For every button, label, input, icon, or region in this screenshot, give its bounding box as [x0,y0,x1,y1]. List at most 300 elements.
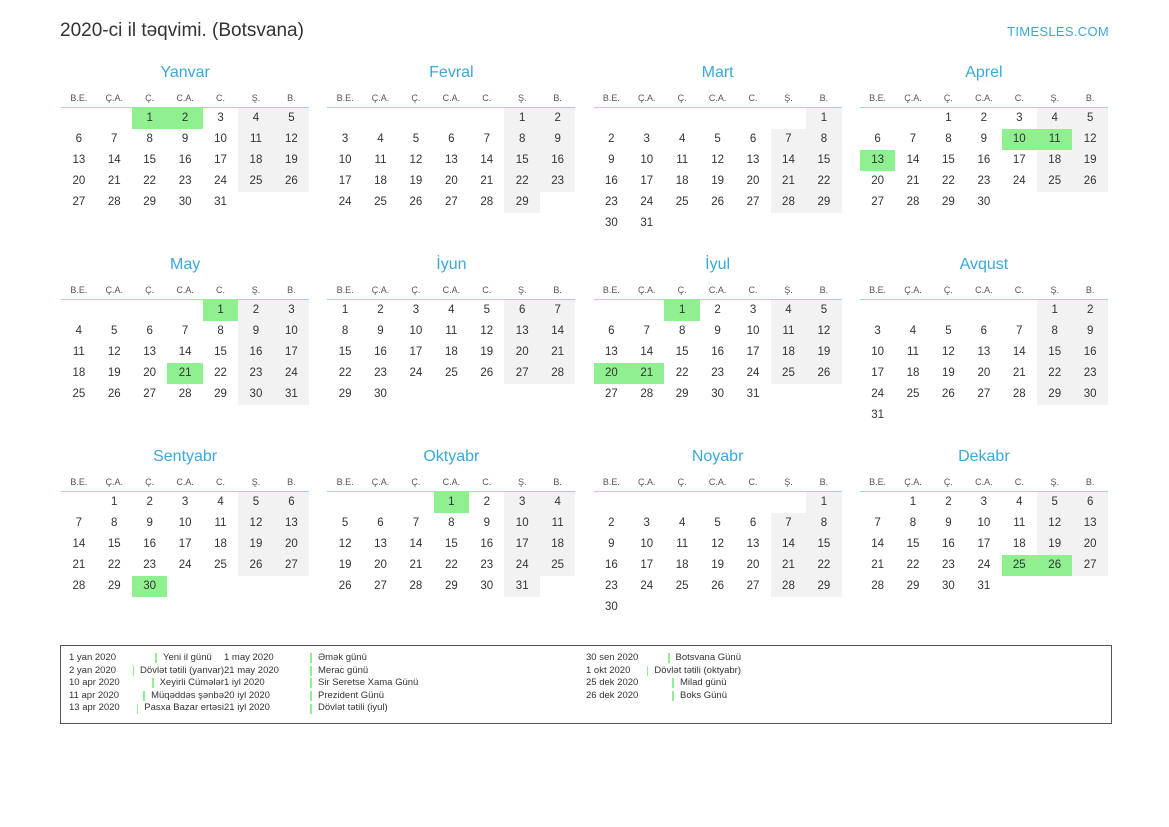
day-cell[interactable]: 9 [608,154,615,166]
day-cell[interactable]: 28 [871,580,884,592]
day-cell[interactable]: 5 [1072,108,1107,130]
day-cell[interactable]: 18 [374,175,387,187]
day-cell[interactable]: 29 [906,580,920,592]
day-cell[interactable]: 29 [338,388,352,400]
day-cell[interactable]: 30 [374,388,387,400]
day-cell[interactable]: 6 [749,133,757,145]
day-cell[interactable]: 19 [480,346,494,358]
day-cell[interactable]: 12 [238,513,273,534]
day-cell[interactable]: 13 [746,154,760,166]
day-cell[interactable]: 27 [871,196,884,208]
day-cell[interactable]: 15 [942,154,955,166]
day-cell[interactable]: 13 [604,346,618,358]
day-cell[interactable]: 4 [1016,496,1023,508]
day-cell[interactable]: 29 [675,388,689,400]
day-cell[interactable]: 21 [771,171,806,192]
day-cell[interactable]: 19 [806,342,841,363]
day-cell[interactable]: 1 [132,108,167,130]
day-cell[interactable]: 26 [338,580,352,592]
day-cell[interactable]: 20 [444,175,458,187]
day-cell[interactable]: 28 [540,363,575,384]
day-cell[interactable]: 9 [483,517,490,529]
day-cell[interactable]: 18 [675,175,689,187]
day-cell[interactable]: 2 [167,108,202,130]
day-cell[interactable]: 21 [1012,367,1026,379]
day-cell[interactable]: 16 [711,346,724,358]
day-cell[interactable]: 1 [806,108,841,130]
day-cell[interactable]: 10 [640,154,654,166]
day-cell[interactable]: 31 [977,580,991,592]
day-cell[interactable]: 20 [274,534,309,555]
day-cell[interactable]: 10 [274,321,309,342]
day-cell[interactable]: 1 [504,108,539,130]
day-cell[interactable]: 19 [1037,534,1072,555]
day-cell[interactable]: 10 [640,538,654,550]
day-cell[interactable]: 5 [945,325,952,337]
day-cell[interactable]: 4 [238,108,273,130]
day-cell[interactable]: 22 [338,367,352,379]
day-cell[interactable]: 27 [374,580,387,592]
day-cell[interactable]: 12 [711,538,724,550]
day-cell[interactable]: 19 [711,559,724,571]
day-cell[interactable]: 14 [1012,346,1026,358]
day-cell[interactable]: 8 [806,129,841,150]
day-cell[interactable]: 7 [483,133,490,145]
day-cell[interactable]: 31 [214,196,227,208]
day-cell[interactable]: 18 [444,346,458,358]
day-cell[interactable]: 17 [178,538,192,550]
day-cell[interactable]: 16 [604,559,618,571]
day-cell[interactable]: 30 [238,384,273,405]
day-cell[interactable]: 29 [1037,384,1072,405]
day-cell[interactable]: 2 [377,304,384,316]
day-cell[interactable]: 26 [409,196,423,208]
day-cell[interactable]: 28 [107,196,121,208]
day-cell[interactable]: 19 [274,150,309,171]
day-cell[interactable]: 25 [214,559,227,571]
day-cell[interactable]: 28 [771,192,806,213]
day-cell[interactable]: 18 [1012,538,1026,550]
day-cell[interactable]: 1 [945,112,952,124]
day-cell[interactable]: 23 [178,175,192,187]
day-cell[interactable]: 18 [771,342,806,363]
day-cell[interactable]: 18 [238,150,273,171]
day-cell[interactable]: 7 [540,300,575,322]
day-cell[interactable]: 2 [980,112,988,124]
day-cell[interactable]: 25 [72,388,86,400]
day-cell[interactable]: 22 [942,175,955,187]
day-cell[interactable]: 31 [871,409,884,421]
day-cell[interactable]: 16 [143,538,157,550]
day-cell[interactable]: 11 [676,538,689,550]
day-cell[interactable]: 22 [1037,363,1072,384]
day-cell[interactable]: 13 [444,154,458,166]
day-cell[interactable]: 16 [977,154,991,166]
day-cell[interactable]: 16 [942,538,955,550]
day-cell[interactable]: 1 [909,496,917,508]
day-cell[interactable]: 5 [274,108,309,130]
day-cell[interactable]: 29 [444,580,458,592]
day-cell[interactable]: 5 [111,325,118,337]
day-cell[interactable]: 24 [178,559,192,571]
day-cell[interactable]: 4 [771,300,806,322]
day-cell[interactable]: 26 [942,388,955,400]
day-cell[interactable]: 22 [504,171,539,192]
day-cell[interactable]: 31 [274,384,309,405]
day-cell[interactable]: 12 [338,538,352,550]
day-cell[interactable]: 25 [1002,555,1037,576]
day-cell[interactable]: 7 [771,513,806,534]
day-cell[interactable]: 24 [871,388,884,400]
day-cell[interactable]: 25 [540,555,575,576]
day-cell[interactable]: 24 [214,175,227,187]
day-cell[interactable]: 28 [640,388,654,400]
day-cell[interactable]: 12 [107,346,121,358]
day-cell[interactable]: 27 [504,363,539,384]
day-cell[interactable]: 3 [874,325,881,337]
day-cell[interactable]: 23 [480,559,494,571]
day-cell[interactable]: 15 [806,534,841,555]
day-cell[interactable]: 20 [1072,534,1107,555]
day-cell[interactable]: 7 [643,325,650,337]
day-cell[interactable]: 10 [1002,129,1037,150]
day-cell[interactable]: 8 [678,325,686,337]
day-cell[interactable]: 8 [504,129,539,150]
day-cell[interactable]: 23 [540,171,575,192]
day-cell[interactable]: 28 [906,196,920,208]
day-cell[interactable]: 8 [448,517,455,529]
day-cell[interactable]: 24 [1012,175,1026,187]
day-cell[interactable]: 6 [608,325,615,337]
day-cell[interactable]: 19 [1072,150,1107,171]
day-cell[interactable]: 30 [604,601,618,613]
day-cell[interactable]: 28 [480,196,494,208]
day-cell[interactable]: 13 [746,538,760,550]
day-cell[interactable]: 5 [714,133,721,145]
day-cell[interactable]: 2 [540,108,575,130]
day-cell[interactable]: 2 [238,300,273,322]
day-cell[interactable]: 21 [629,363,664,384]
day-cell[interactable]: 6 [75,133,83,145]
day-cell[interactable]: 3 [1016,112,1023,124]
day-cell[interactable]: 21 [107,175,121,187]
day-cell[interactable]: 12 [409,154,423,166]
day-cell[interactable]: 7 [75,517,83,529]
day-cell[interactable]: 5 [806,300,841,322]
day-cell[interactable]: 16 [178,154,192,166]
day-cell[interactable]: 23 [942,559,955,571]
day-cell[interactable]: 27 [143,388,157,400]
day-cell[interactable]: 26 [274,171,309,192]
day-cell[interactable]: 16 [540,150,575,171]
day-cell[interactable]: 13 [1072,513,1107,534]
day-cell[interactable]: 9 [181,133,189,145]
day-cell[interactable]: 16 [374,346,387,358]
day-cell[interactable]: 1 [664,300,699,322]
day-cell[interactable]: 20 [871,175,884,187]
day-cell[interactable]: 6 [749,517,757,529]
day-cell[interactable]: 24 [338,196,352,208]
day-cell[interactable]: 1 [341,304,349,316]
day-cell[interactable]: 11 [907,346,919,358]
day-cell[interactable]: 27 [1072,555,1107,576]
day-cell[interactable]: 29 [806,576,841,597]
day-cell[interactable]: 4 [540,492,575,514]
day-cell[interactable]: 11 [238,129,273,150]
day-cell[interactable]: 12 [711,154,724,166]
day-cell[interactable]: 15 [675,346,689,358]
day-cell[interactable]: 10 [977,517,991,529]
day-cell[interactable]: 1 [203,300,238,322]
day-cell[interactable]: 22 [906,559,920,571]
day-cell[interactable]: 28 [72,580,86,592]
day-cell[interactable]: 28 [178,388,192,400]
day-cell[interactable]: 2 [146,496,153,508]
day-cell[interactable]: 11 [374,154,387,166]
day-cell[interactable]: 25 [374,196,387,208]
day-cell[interactable]: 3 [749,304,757,316]
day-cell[interactable]: 31 [640,217,654,229]
day-cell[interactable]: 9 [714,325,721,337]
day-cell[interactable]: 23 [1072,363,1107,384]
day-cell[interactable]: 21 [72,559,86,571]
day-cell[interactable]: 29 [107,580,121,592]
day-cell[interactable]: 22 [214,367,227,379]
day-cell[interactable]: 14 [871,538,884,550]
day-cell[interactable]: 20 [374,559,387,571]
day-cell[interactable]: 10 [504,513,539,534]
day-cell[interactable]: 8 [341,325,349,337]
day-cell[interactable]: 22 [675,367,689,379]
day-cell[interactable]: 3 [274,300,309,322]
day-cell[interactable]: 18 [675,559,689,571]
day-cell[interactable]: 8 [1037,321,1072,342]
day-cell[interactable]: 1 [1037,300,1072,322]
day-cell[interactable]: 23 [604,196,618,208]
day-cell[interactable]: 6 [448,133,455,145]
day-cell[interactable]: 7 [909,133,917,145]
day-cell[interactable]: 15 [143,154,157,166]
day-cell[interactable]: 7 [412,517,420,529]
day-cell[interactable]: 10 [871,346,884,358]
day-cell[interactable]: 4 [678,517,686,529]
day-cell[interactable]: 18 [540,534,575,555]
day-cell[interactable]: 20 [746,175,760,187]
day-cell[interactable]: 20 [504,342,539,363]
day-cell[interactable]: 28 [1012,388,1026,400]
day-cell[interactable]: 17 [640,175,654,187]
day-cell[interactable]: 22 [143,175,157,187]
day-cell[interactable]: 11 [214,517,227,529]
day-cell[interactable]: 11 [540,513,575,534]
day-cell[interactable]: 30 [977,196,991,208]
day-cell[interactable]: 31 [746,388,760,400]
day-cell[interactable]: 9 [146,517,153,529]
day-cell[interactable]: 11 [1013,517,1026,529]
day-cell[interactable]: 24 [504,555,539,576]
day-cell[interactable]: 20 [594,363,629,384]
day-cell[interactable]: 14 [107,154,121,166]
day-cell[interactable]: 6 [377,517,384,529]
day-cell[interactable]: 22 [806,171,841,192]
day-cell[interactable]: 19 [107,367,121,379]
day-cell[interactable]: 27 [746,580,760,592]
day-cell[interactable]: 5 [238,492,273,514]
day-cell[interactable]: 4 [75,325,83,337]
day-cell[interactable]: 30 [178,196,192,208]
day-cell[interactable]: 6 [1072,492,1107,514]
day-cell[interactable]: 3 [181,496,189,508]
day-cell[interactable]: 10 [178,517,192,529]
day-cell[interactable]: 20 [977,367,991,379]
day-cell[interactable]: 30 [132,576,167,597]
day-cell[interactable]: 20 [72,175,86,187]
day-cell[interactable]: 19 [711,175,724,187]
day-cell[interactable]: 30 [480,580,494,592]
day-cell[interactable]: 4 [909,325,917,337]
day-cell[interactable]: 1 [434,492,469,514]
day-cell[interactable]: 23 [977,175,991,187]
day-cell[interactable]: 25 [1037,171,1072,192]
day-cell[interactable]: 8 [146,133,153,145]
day-cell[interactable]: 1 [111,496,118,508]
day-cell[interactable]: 14 [409,538,423,550]
day-cell[interactable]: 22 [444,559,458,571]
day-cell[interactable]: 9 [980,133,988,145]
day-cell[interactable]: 13 [977,346,991,358]
day-cell[interactable]: 18 [214,538,227,550]
day-cell[interactable]: 12 [274,129,309,150]
day-cell[interactable]: 17 [274,342,309,363]
day-cell[interactable]: 23 [238,363,273,384]
day-cell[interactable]: 3 [980,496,988,508]
day-cell[interactable]: 21 [540,342,575,363]
day-cell[interactable]: 25 [906,388,920,400]
day-cell[interactable]: 29 [806,192,841,213]
day-cell[interactable]: 14 [480,154,494,166]
day-cell[interactable]: 30 [604,217,618,229]
day-cell[interactable]: 5 [483,304,490,316]
day-cell[interactable]: 4 [217,496,224,508]
day-cell[interactable]: 26 [1072,171,1107,192]
day-cell[interactable]: 27 [72,196,86,208]
day-cell[interactable]: 8 [945,133,952,145]
day-cell[interactable]: 3 [341,133,349,145]
day-cell[interactable]: 23 [374,367,387,379]
day-cell[interactable]: 18 [72,367,86,379]
day-cell[interactable]: 23 [604,580,618,592]
day-cell[interactable]: 3 [504,492,539,514]
day-cell[interactable]: 15 [338,346,352,358]
day-cell[interactable]: 19 [409,175,423,187]
day-cell[interactable]: 17 [214,154,227,166]
day-cell[interactable]: 7 [771,129,806,150]
day-cell[interactable]: 21 [871,559,884,571]
day-cell[interactable]: 24 [274,363,309,384]
day-cell[interactable]: 10 [746,325,760,337]
day-cell[interactable]: 23 [143,559,157,571]
day-cell[interactable]: 4 [678,133,686,145]
day-cell[interactable]: 8 [111,517,118,529]
day-cell[interactable]: 6 [146,325,153,337]
day-cell[interactable]: 13 [504,321,539,342]
day-cell[interactable]: 15 [214,346,227,358]
day-cell[interactable]: 9 [540,129,575,150]
day-cell[interactable]: 16 [238,342,273,363]
day-cell[interactable]: 26 [480,367,494,379]
day-cell[interactable]: 15 [504,150,539,171]
day-cell[interactable]: 18 [1037,150,1072,171]
day-cell[interactable]: 17 [1012,154,1026,166]
day-cell[interactable]: 2 [483,496,490,508]
day-cell[interactable]: 8 [909,517,917,529]
day-cell[interactable]: 13 [143,346,157,358]
day-cell[interactable]: 21 [480,175,494,187]
day-cell[interactable]: 7 [874,517,881,529]
day-cell[interactable]: 25 [675,196,689,208]
day-cell[interactable]: 16 [1072,342,1107,363]
day-cell[interactable]: 11 [771,321,806,342]
day-cell[interactable]: 9 [945,517,952,529]
day-cell[interactable]: 7 [181,325,189,337]
day-cell[interactable]: 11 [445,325,458,337]
day-cell[interactable]: 10 [338,154,352,166]
day-cell[interactable]: 2 [608,517,615,529]
day-cell[interactable]: 2 [608,133,615,145]
day-cell[interactable]: 4 [377,133,384,145]
day-cell[interactable]: 17 [504,534,539,555]
day-cell[interactable]: 1 [806,492,841,514]
day-cell[interactable]: 26 [107,388,121,400]
day-cell[interactable]: 6 [874,133,881,145]
day-cell[interactable]: 29 [942,196,955,208]
day-cell[interactable]: 27 [977,388,991,400]
day-cell[interactable]: 26 [806,363,841,384]
day-cell[interactable]: 14 [771,534,806,555]
day-cell[interactable]: 16 [480,538,494,550]
day-cell[interactable]: 3 [217,112,224,124]
day-cell[interactable]: 14 [72,538,86,550]
day-cell[interactable]: 14 [771,150,806,171]
day-cell[interactable]: 26 [1037,555,1072,576]
day-cell[interactable]: 15 [444,538,458,550]
day-cell[interactable]: 15 [806,150,841,171]
day-cell[interactable]: 28 [771,576,806,597]
day-cell[interactable]: 17 [409,346,423,358]
day-cell[interactable]: 13 [374,538,387,550]
day-cell[interactable]: 12 [1037,513,1072,534]
day-cell[interactable]: 10 [409,325,423,337]
day-cell[interactable]: 11 [676,154,689,166]
day-cell[interactable]: 27 [444,196,458,208]
day-cell[interactable]: 7 [111,133,118,145]
day-cell[interactable]: 26 [711,580,724,592]
day-cell[interactable]: 25 [771,363,806,384]
day-cell[interactable]: 5 [714,517,721,529]
day-cell[interactable]: 4 [448,304,455,316]
day-cell[interactable]: 3 [643,133,650,145]
day-cell[interactable]: 15 [906,538,920,550]
day-cell[interactable]: 27 [746,196,760,208]
day-cell[interactable]: 25 [444,367,458,379]
day-cell[interactable]: 2 [714,304,721,316]
day-cell[interactable]: 13 [72,154,86,166]
day-cell[interactable]: 24 [746,367,760,379]
day-cell[interactable]: 12 [1072,129,1107,150]
day-cell[interactable]: 19 [238,534,273,555]
day-cell[interactable]: 24 [977,559,991,571]
day-cell[interactable]: 11 [72,346,85,358]
